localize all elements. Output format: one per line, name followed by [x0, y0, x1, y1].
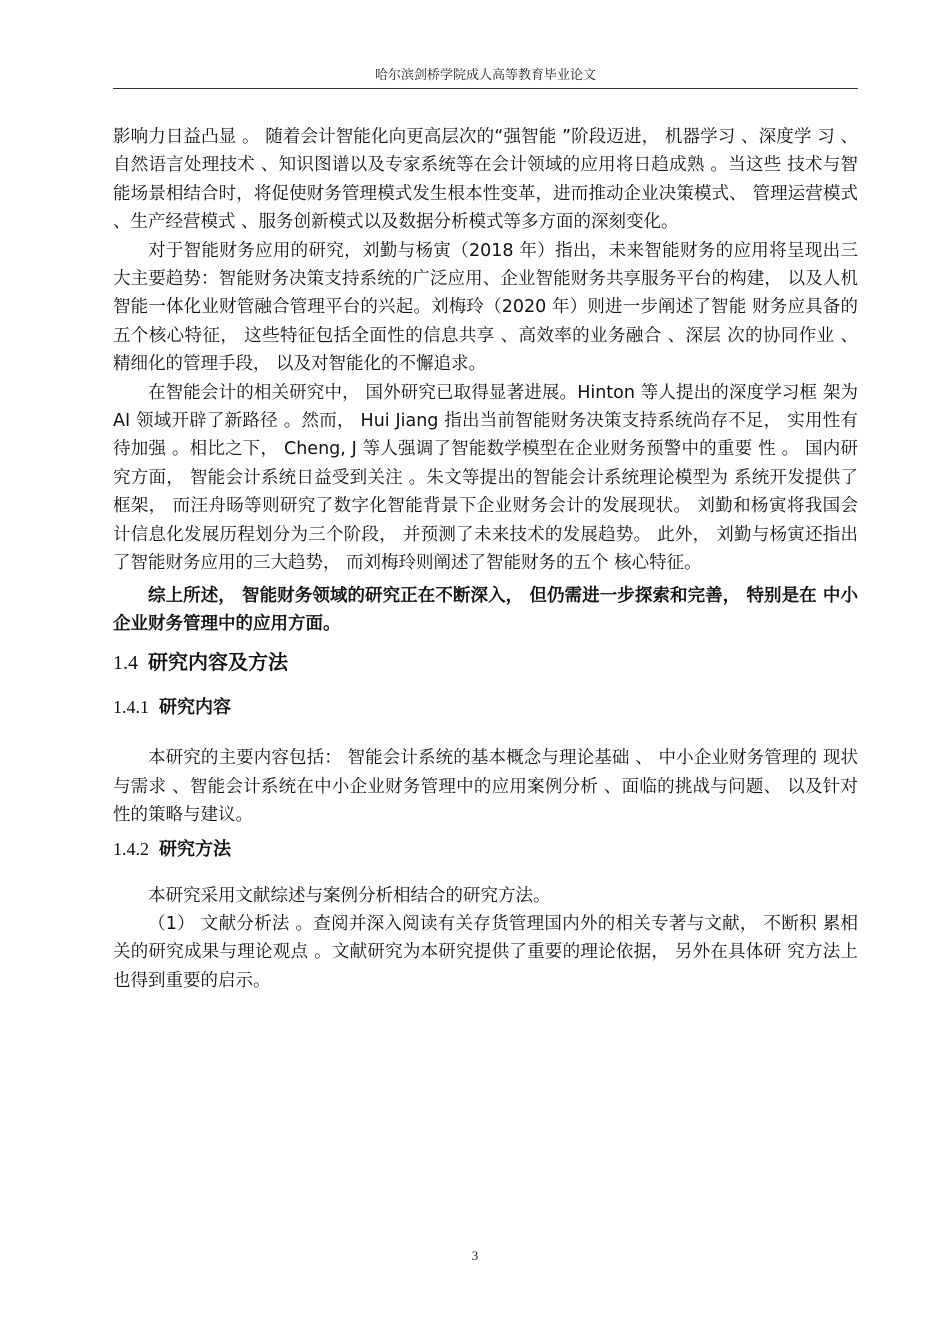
section-number: 1.4.1 [113, 697, 149, 718]
section-heading-1-4 [113, 646, 858, 678]
header-divider [113, 88, 858, 89]
page-number: 3 [471, 1248, 479, 1263]
paragraph-research-method: 本研究采用文献综述与案例分析相结合的研究方法。 [148, 885, 551, 906]
paragraph-smart-accounting-research: 在智能会计的相关研究中， 国外研究已取得显著进展。Hinton 等人提出的深度学习框 架为 AI 领域开辟了新路径 。然而， Hui Jiang 指出当前智能财务决策支持系统尚存不足， 实用性有待加强 。相比之下， Cheng, J 等人强调了智能数学模型在企业财务预警中的重要 性 。 国内研究方面， 智能会计系统日益受到关注 。朱文等提出的智能会计系统理论模型为 系统开发提供了框架， 而汪舟旸等则研究了数字化智能背景下企业财务会计的发展现状。 刘勤和杨寅将我国会计信息化发展历程划分为三个阶段， 并预测了未来技术的发展趋势。 此外， 刘勤与杨寅还指出了智能财务应用的三大趋势， 而刘梅玲则阐述了智能财务的五个 核心特征。 [113, 382, 858, 574]
paragraph-research-content: 本研究的主要内容包括： 智能会计系统的基本概念与理论基础 、 中小企业财务管理的 现状与需求 、智能会计系统在中小企业财务管理中的应用案例分析 、面临的挑战与问题、 以及针对性的策略与建议。 [113, 748, 858, 826]
section-title: 研究方法 [159, 838, 231, 860]
section-title: 研究内容及方法 [148, 650, 288, 675]
paragraph-literature-analysis: （1） 文献分析法 。查阅并深入阅读有关存货管理国内外的相关专著与文献， 不断积 累相关的研究成果与理论观点 。文献研究为本研究提供了重要的理论依据， 另外在具体研 究方法上也得到重要的启示。 [113, 913, 858, 991]
section-number: 1.4 [113, 652, 138, 675]
section-heading-1-4-1 [113, 692, 858, 722]
section-title: 研究内容 [159, 697, 231, 719]
paragraph-smart-finance-research: 对于智能财务应用的研究，刘勤与杨寅（2018 年）指出，未来智能财务的应用将呈现出三大主要趋势：智能财务决策支持系统的广泛应用、企业智能财务共享服务平台的构建， 以及人机智能一体化业财管融合管理平台的兴起。刘梅玲（2020 年）则进一步阐述了智能 财务应具备的五个核心特征， 这些特征包括全面性的信息共享 、高效率的业务融合 、深层 次的协同作业 、精细化的管理手段， 以及对智能化的不懈追求。 [113, 240, 858, 375]
section-number: 1.4.2 [113, 838, 149, 859]
paragraph-intro-continued: 影响力日益凸显 。 随着会计智能化向更高层次的“强智能 ”阶段迈进， 机器学习 、深度学 习 、 自然语言处理技术 、知识图谱以及专家系统等在会计领域的应用将日趋成熟 。当这些 技术与智能场景相结合时，将促使财务管理模式发生根本性变革，进而推动企业决策模式、 管理运营模式 、生产经营模式 、服务创新模式以及数据分析模式等多方面的深刻变化。 [113, 127, 858, 233]
running-header: 哈尔滨剑桥学院成人高等教育毕业论文 [374, 68, 596, 83]
page-body [113, 123, 858, 995]
paragraph-summary: 综上所述， 智能财务领域的研究正在不断深入， 但仍需进一步探索和完善， 特别是在 中小企业财务管理中的应用方面。 [113, 585, 858, 634]
section-heading-1-4-2 [113, 834, 858, 864]
